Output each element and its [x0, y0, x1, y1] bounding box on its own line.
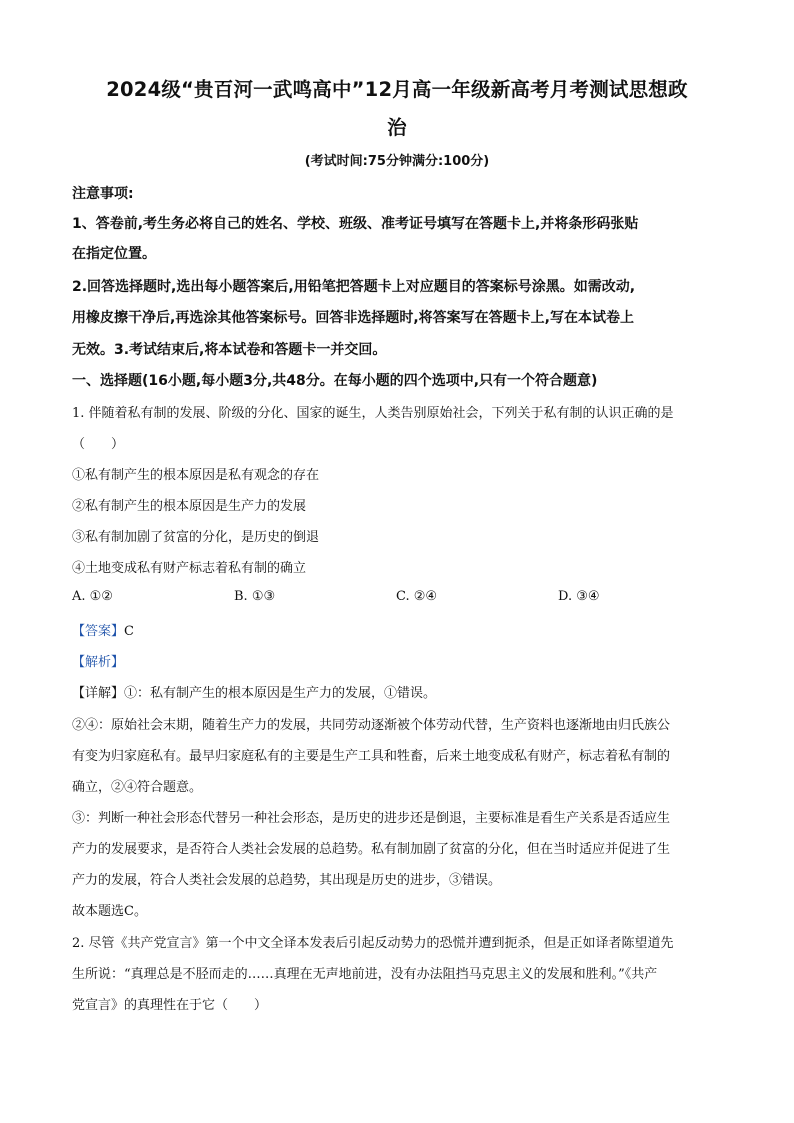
statement-1: ①私有制产生的根本原因是私有观念的存在 — [72, 468, 320, 483]
explanation-conclusion: 故本题选C。 — [72, 904, 147, 919]
notice-line: 用橡皮擦干净后,再选涂其他答案标号。回答非选择题时,将答案写在答题卡上,写在本试卷上 — [72, 310, 634, 326]
explanation-line: 产力的发展，符合人类社会发展的总趋势，其出现是历史的进步，③错误。 — [72, 873, 502, 888]
question-stem: 1. 伴随着私有制的发展、阶级的分化、国家的诞生，人类告别原始社会，下列关于私有制的认识正确的是 — [72, 406, 674, 421]
notice-line: 1、答卷前,考生务必将自己的姓名、学校、班级、准考证号填写在答题卡上,并将条形码张贴 — [72, 216, 639, 232]
answer-tag: 【答案】 — [72, 624, 125, 639]
option-b: B. ①③ — [234, 589, 276, 604]
notice-line: 在指定位置。 — [72, 246, 156, 262]
exam-title: 2024级“贵百河一武鸣高中”12月高一年级新高考月考测试思想政 — [106, 78, 688, 101]
answer-value: C — [124, 624, 134, 639]
explanation-text: ①：私有制产生的根本原因是生产力的发展，①错误。 — [124, 686, 437, 701]
option-d: D. ③④ — [558, 589, 600, 604]
notice-heading: 注意事项: — [72, 186, 134, 202]
option-c: C. ②④ — [396, 589, 438, 604]
notice-line: 无效。3.考试结束后,将本试卷和答题卡一并交回。 — [72, 342, 387, 358]
explanation-line: 有变为归家庭私有。最早归家庭私有的主要是生产工具和牲畜，后来土地变成私有财产，标志着私有制的 — [72, 749, 671, 764]
detail-tag: 【详解】 — [72, 686, 125, 701]
explanation-line: ②④：原始社会末期，随着生产力的发展，共同劳动逐渐被个体劳动代替，生产资料也逐渐地由归氏族公 — [72, 718, 671, 733]
exam-info: (考试时间:75分钟满分:100分) — [304, 154, 490, 169]
question-2-stem: 生所说：“真理总是不胫而走的……真理在无声地前进，没有办法阻挡马克思主义的发展和胜利。”《共产 — [72, 967, 658, 982]
question-2-stem: 党宣言》的真理性在于它（ ） — [72, 998, 268, 1013]
statement-2: ②私有制产生的根本原因是生产力的发展 — [72, 499, 307, 514]
analysis-tag: 【解析】 — [72, 655, 125, 670]
question-2-stem: 2. 尽管《共产党宣言》第一个中文全译本发表后引起反动势力的恐慌并遭到扼杀，但是正如译者陈望道先 — [72, 936, 674, 951]
answer-line — [72, 620, 732, 639]
statement-4: ④土地变成私有财产标志着私有制的确立 — [72, 561, 307, 576]
analysis-line — [72, 651, 732, 670]
explanation-line: 确立，②④符合题意。 — [72, 780, 203, 795]
section-heading: 一、选择题(16小题,每小题3分,共48分。在每小题的四个选项中,只有一个符合题意) — [72, 373, 598, 389]
explanation-line — [72, 682, 732, 701]
question-stem-bracket: （ ） — [72, 437, 125, 452]
notice-line: 2.回答选择题时,选出每小题答案后,用铅笔把答题卡上对应题目的答案标号涂黑。如需改动, — [72, 279, 636, 295]
exam-title-continued: 治 — [387, 116, 407, 139]
statement-3: ③私有制加剧了贫富的分化，是历史的倒退 — [72, 530, 320, 545]
option-a: A. ①② — [72, 589, 113, 604]
explanation-line: ③：判断一种社会形态代替另一种社会形态，是历史的进步还是倒退，主要标准是看生产关系是否适应生 — [72, 811, 671, 826]
explanation-line: 产力的发展要求，是否符合人类社会发展的总趋势。私有制加剧了贫富的分化，但在当时适应并促进了生 — [72, 842, 671, 857]
